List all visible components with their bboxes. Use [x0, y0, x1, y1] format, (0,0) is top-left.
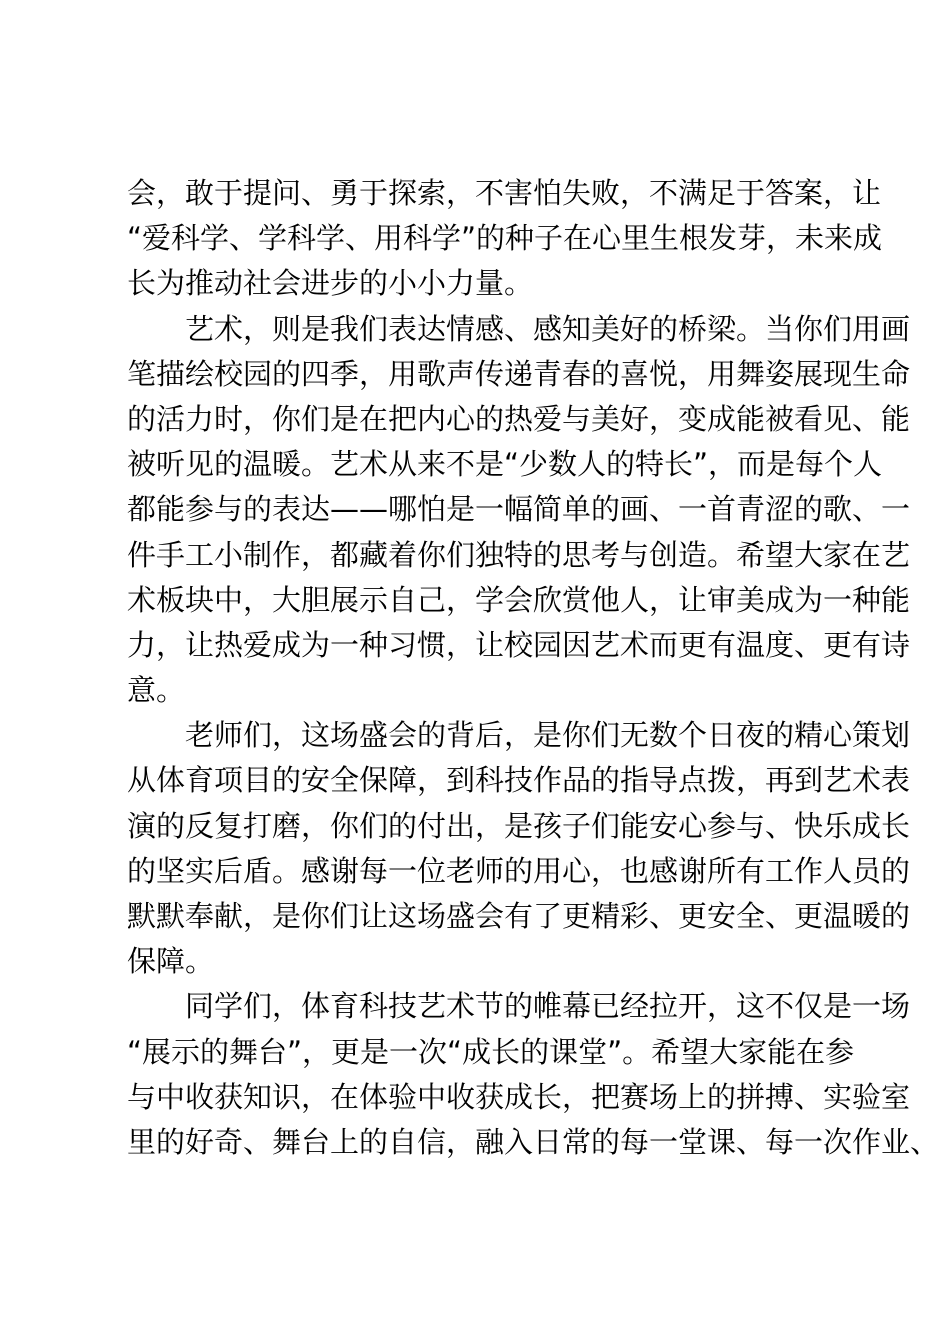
text-line: 被听见的温暖。艺术从来不是“少数人的特长”，而是每个人 — [127, 447, 883, 482]
text-line: 默默奉献，是你们让这场盛会有了更精彩、更安全、更温暖的 — [127, 899, 911, 933]
text-line: 老师们，这场盛会的背后，是你们无数个日夜的精心策划 — [127, 718, 911, 753]
text-line: 的坚实后盾。感谢每一位老师的用心，也感谢所有工作人员的 — [127, 853, 911, 888]
text-line: 与中收获知识，在体验中收获成长，把赛场上的拼搏、实验室 — [127, 1079, 911, 1114]
text-line: 保障。 — [127, 944, 215, 979]
text-line: 长为推动社会进步的小小力量。 — [127, 266, 534, 301]
text-line: 从体育项目的安全保障，到科技作品的指导点拨，再到艺术表 — [127, 763, 911, 798]
text-line: 意。 — [127, 673, 186, 708]
text-line: 都能参与的表达——哪怕是一幅简单的画、一首青涩的歌、一 — [127, 492, 911, 527]
text-line: 笔描绘校园的四季，用歌声传递青春的喜悦，用舞姿展现生命 — [127, 356, 911, 391]
document-body — [127, 171, 940, 1165]
text-line: 的活力时，你们是在把内心的热爱与美好，变成能被看见、能 — [127, 401, 911, 436]
text-line: “爱科学、学科学、用科学”的种子在心里生根发芽，未来成 — [127, 221, 883, 256]
text-line: 会，敢于提问、勇于探索，不害怕失败，不满足于答案，让 — [127, 176, 882, 210]
text-line: 术板块中，大胆展示自己，学会欣赏他人，让审美成为一种能 — [127, 582, 911, 617]
text-line: 演的反复打磨，你们的付出，是孩子们能安心参与、快乐成长 — [127, 808, 911, 843]
text-line: “展示的舞台”，更是一次“成长的课堂”。希望大家能在参 — [127, 1034, 855, 1069]
text-line: 力，让热爱成为一种习惯，让校园因艺术而更有温度、更有诗 — [127, 627, 911, 662]
text-line: 艺术，则是我们表达情感、感知美好的桥梁。当你们用画 — [127, 311, 911, 346]
text-line: 同学们，体育科技艺术节的帷幕已经拉开，这不仅是一场 — [127, 989, 911, 1024]
text-line: 里的好奇、舞台上的自信，融入日常的每一堂课、每一次作业、 — [127, 1124, 940, 1159]
text-line: 件手工小制作，都藏着你们独特的思考与创造。希望大家在艺 — [127, 537, 911, 572]
